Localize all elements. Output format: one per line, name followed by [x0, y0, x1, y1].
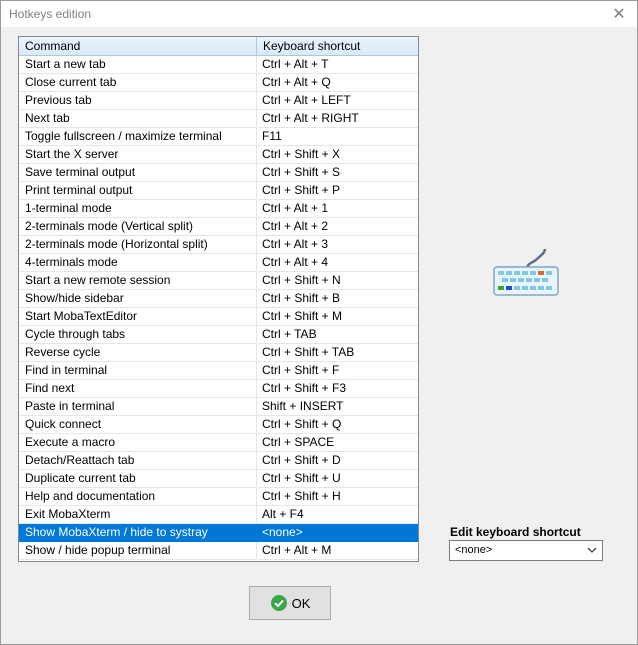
- hotkeys-table[interactable]: [18, 36, 419, 562]
- table-row[interactable]: [19, 452, 418, 470]
- table-row[interactable]: [19, 524, 418, 542]
- command-cell: Save terminal output: [19, 164, 257, 181]
- shortcut-cell: Ctrl + Shift + X: [262, 147, 341, 161]
- command-cell: Find next: [19, 380, 257, 397]
- shortcut-cell: Ctrl + Shift + B: [262, 291, 341, 305]
- table-row[interactable]: [19, 416, 418, 434]
- shortcut-cell: Ctrl + Alt + LEFT: [262, 93, 351, 107]
- check-circle-icon: [270, 594, 288, 612]
- edit-shortcut-label: Edit keyboard shortcut: [450, 525, 581, 539]
- shortcut-cell: Ctrl + Shift + Q: [262, 417, 342, 431]
- title-bar: [1, 1, 637, 27]
- shortcut-cell: Ctrl + Shift + F: [262, 363, 340, 377]
- shortcut-cell: <none>: [262, 525, 303, 539]
- table-row[interactable]: [19, 200, 418, 218]
- table-row[interactable]: [19, 164, 418, 182]
- command-cell: Reverse cycle: [19, 344, 257, 361]
- column-header-command[interactable]: Command: [19, 37, 257, 55]
- shortcut-cell: Ctrl + Alt + RIGHT: [262, 111, 359, 125]
- shortcut-cell: Ctrl + Shift + N: [262, 273, 341, 287]
- table-row[interactable]: [19, 272, 418, 290]
- table-row[interactable]: [19, 74, 418, 92]
- table-row[interactable]: [19, 110, 418, 128]
- table-body: [19, 56, 418, 560]
- command-cell: Duplicate current tab: [19, 470, 257, 487]
- table-row[interactable]: [19, 488, 418, 506]
- shortcut-cell: Ctrl + SPACE: [262, 435, 335, 449]
- table-row[interactable]: [19, 326, 418, 344]
- table-row[interactable]: [19, 218, 418, 236]
- keyboard-icon: [491, 245, 561, 297]
- shortcut-cell: Ctrl + Shift + M: [262, 309, 343, 323]
- shortcut-cell: Ctrl + Alt + 3: [262, 237, 329, 251]
- shortcut-cell: F11: [262, 129, 282, 143]
- table-row[interactable]: [19, 290, 418, 308]
- command-cell: Start a new tab: [19, 56, 257, 73]
- shortcut-cell: Ctrl + TAB: [262, 327, 317, 341]
- shortcut-cell: Ctrl + Shift + P: [262, 183, 341, 197]
- shortcut-cell: Ctrl + Alt + T: [262, 57, 329, 71]
- table-row[interactable]: [19, 434, 418, 452]
- command-cell: Start the X server: [19, 146, 257, 163]
- command-cell: Exit MobaXterm: [19, 506, 257, 523]
- window-title: Hotkeys edition: [9, 7, 92, 21]
- close-button[interactable]: ✕: [612, 6, 626, 23]
- command-cell: Execute a macro: [19, 434, 257, 451]
- table-row[interactable]: [19, 506, 418, 524]
- shortcut-cell: Ctrl + Shift + TAB: [262, 345, 355, 359]
- command-cell: Toggle fullscreen / maximize terminal: [19, 128, 257, 145]
- command-cell: Start MobaTextEditor: [19, 308, 257, 325]
- table-row[interactable]: [19, 182, 418, 200]
- table-row[interactable]: [19, 398, 418, 416]
- table-row[interactable]: [19, 344, 418, 362]
- shortcut-cell: Ctrl + Shift + H: [262, 489, 341, 503]
- command-cell: Print terminal output: [19, 182, 257, 199]
- command-cell: 2-terminals mode (Vertical split): [19, 218, 257, 235]
- shortcut-cell: Ctrl + Shift + D: [262, 453, 341, 467]
- shortcut-cell: Ctrl + Shift + F3: [262, 381, 347, 395]
- command-cell: Cycle through tabs: [19, 326, 257, 343]
- command-cell: Detach/Reattach tab: [19, 452, 257, 469]
- command-cell: Show/hide sidebar: [19, 290, 257, 307]
- shortcut-cell: Ctrl + Shift + U: [262, 471, 341, 485]
- ok-button[interactable]: [249, 586, 331, 620]
- chevron-down-icon: [586, 544, 598, 556]
- command-cell: Find in terminal: [19, 362, 257, 379]
- command-cell: 4-terminals mode: [19, 254, 257, 271]
- table-row[interactable]: [19, 128, 418, 146]
- table-row[interactable]: [19, 56, 418, 74]
- command-cell: Start a new remote session: [19, 272, 257, 289]
- shortcut-select-value: <none>: [455, 544, 493, 556]
- shortcut-cell: Ctrl + Shift + S: [262, 165, 341, 179]
- command-cell: Close current tab: [19, 74, 257, 91]
- command-cell: Quick connect: [19, 416, 257, 433]
- command-cell: Next tab: [19, 110, 257, 127]
- table-row[interactable]: [19, 542, 418, 560]
- table-row[interactable]: [19, 146, 418, 164]
- command-cell: Show / hide popup terminal: [19, 542, 257, 559]
- shortcut-cell: Ctrl + Alt + M: [262, 543, 332, 557]
- table-row[interactable]: [19, 380, 418, 398]
- ok-button-label: OK: [291, 595, 311, 611]
- column-header-shortcut[interactable]: Keyboard shortcut: [263, 39, 361, 53]
- command-cell: Paste in terminal: [19, 398, 257, 415]
- shortcut-cell: Ctrl + Alt + 2: [262, 219, 329, 233]
- command-cell: 1-terminal mode: [19, 200, 257, 217]
- command-cell: 2-terminals mode (Horizontal split): [19, 236, 257, 253]
- table-header: [19, 37, 418, 56]
- table-row[interactable]: [19, 362, 418, 380]
- table-row[interactable]: [19, 92, 418, 110]
- shortcut-cell: Alt + F4: [262, 507, 304, 521]
- command-cell: Previous tab: [19, 92, 257, 109]
- shortcut-cell: Shift + INSERT: [262, 399, 344, 413]
- command-cell: Show MobaXterm / hide to systray: [19, 524, 257, 541]
- shortcut-cell: Ctrl + Alt + 1: [262, 201, 329, 215]
- table-row[interactable]: [19, 308, 418, 326]
- command-cell: Help and documentation: [19, 488, 257, 505]
- shortcut-cell: Ctrl + Alt + Q: [262, 75, 331, 89]
- table-row[interactable]: [19, 254, 418, 272]
- table-row[interactable]: [19, 470, 418, 488]
- shortcut-select[interactable]: [449, 540, 603, 561]
- table-row[interactable]: [19, 236, 418, 254]
- shortcut-cell: Ctrl + Alt + 4: [262, 255, 329, 269]
